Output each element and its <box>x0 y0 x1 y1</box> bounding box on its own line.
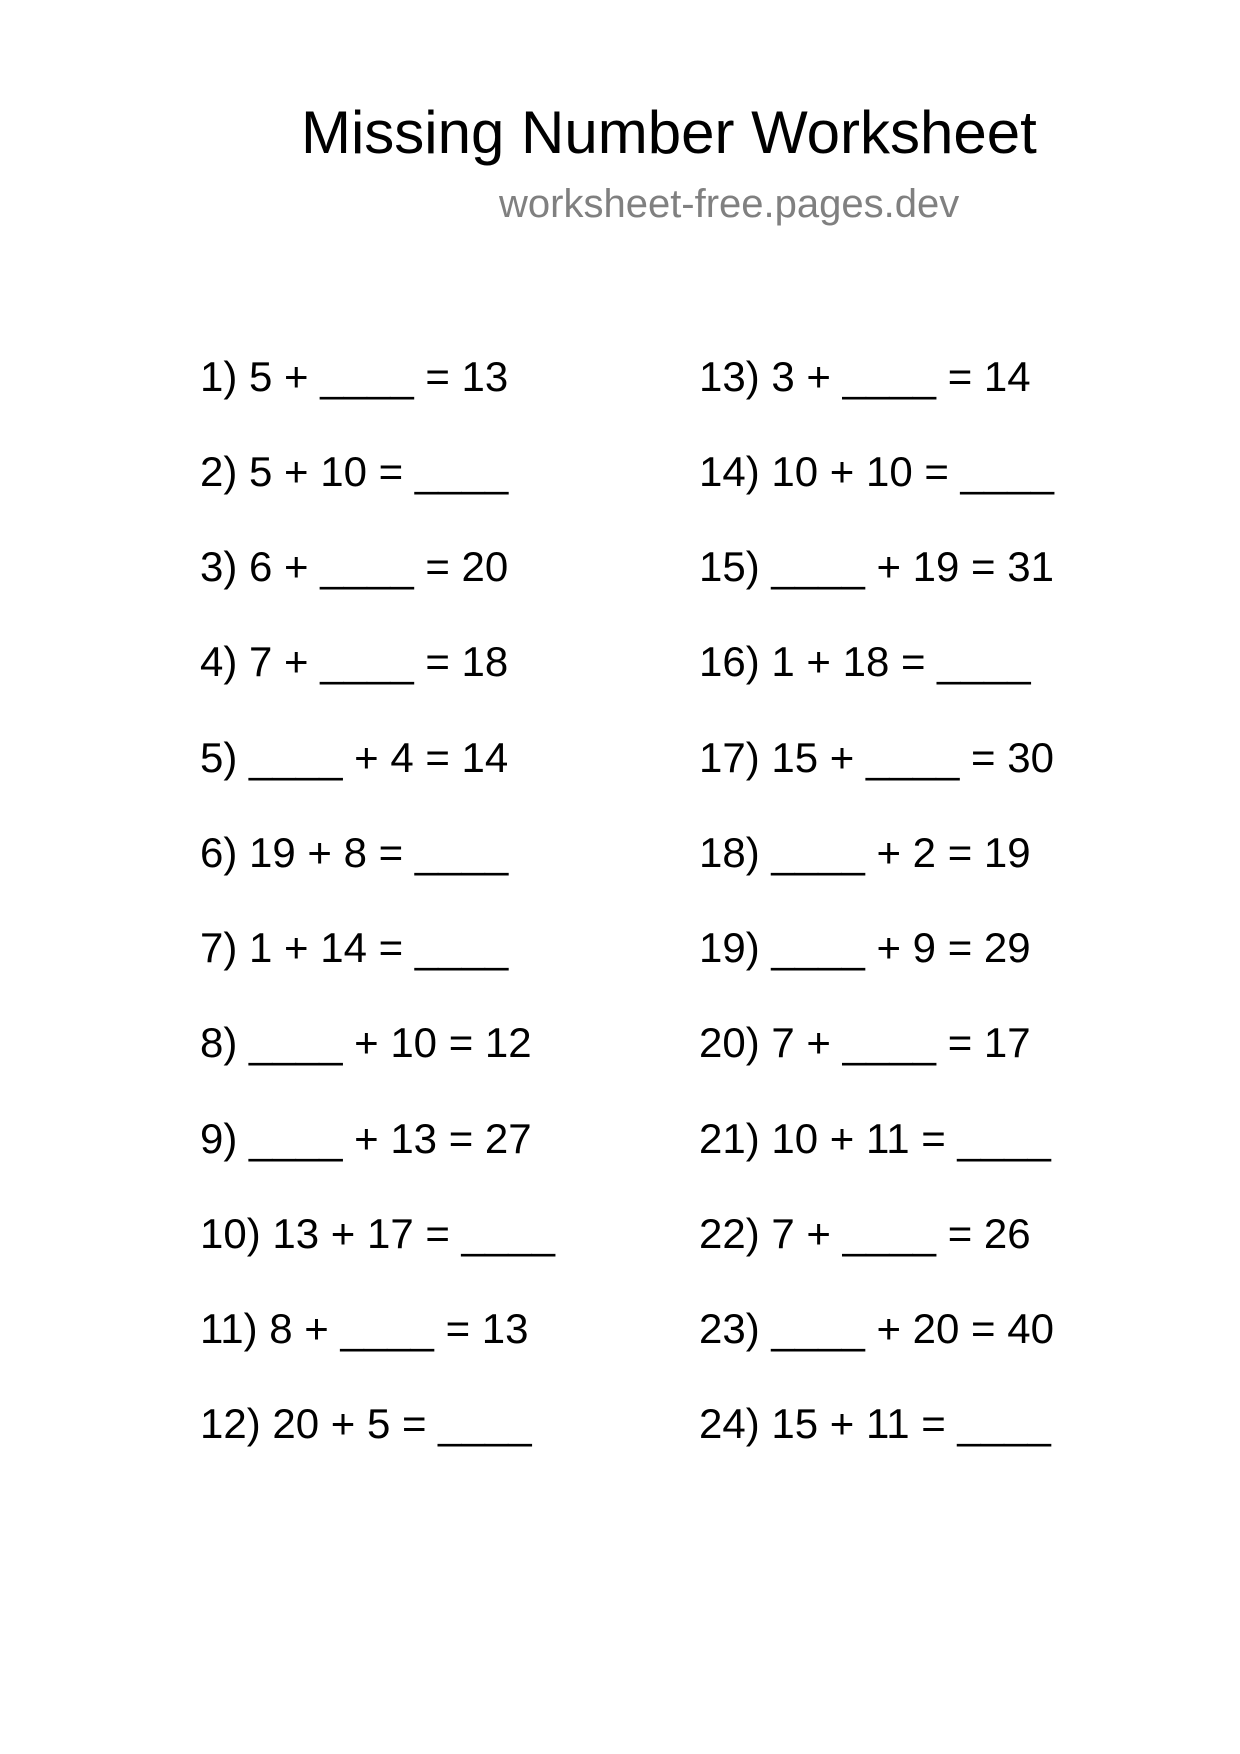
problem-item: 16) 1 + 18 = ____ <box>699 638 1031 685</box>
problem-item: 24) 15 + 11 = ____ <box>699 1400 1051 1447</box>
problem-item: 18) ____ + 2 = 19 <box>699 829 1031 876</box>
problem-item: 21) 10 + 11 = ____ <box>699 1115 1051 1162</box>
problem-item: 22) 7 + ____ = 26 <box>699 1210 1031 1257</box>
problem-item: 12) 20 + 5 = ____ <box>200 1400 532 1447</box>
problem-item: 4) 7 + ____ = 18 <box>200 638 509 685</box>
problem-item: 2) 5 + 10 = ____ <box>200 448 509 495</box>
problem-item: 5) ____ + 4 = 14 <box>200 734 509 781</box>
problem-item: 14) 10 + 10 = ____ <box>699 448 1054 495</box>
problem-item: 15) ____ + 19 = 31 <box>699 543 1054 590</box>
problem-item: 10) 13 + 17 = ____ <box>200 1210 555 1257</box>
problem-item: 1) 5 + ____ = 13 <box>200 353 509 400</box>
problem-item: 19) ____ + 9 = 29 <box>699 924 1031 971</box>
problem-item: 17) 15 + ____ = 30 <box>699 734 1054 781</box>
site-url: worksheet-free.pages.dev <box>499 182 960 226</box>
problem-item: 3) 6 + ____ = 20 <box>200 543 509 590</box>
problem-item: 8) ____ + 10 = 12 <box>200 1019 532 1066</box>
page-title: Missing Number Worksheet <box>301 99 1037 166</box>
problem-item: 6) 19 + 8 = ____ <box>200 829 509 876</box>
problem-item: 11) 8 + ____ = 13 <box>200 1305 529 1352</box>
problem-item: 9) ____ + 13 = 27 <box>200 1115 532 1162</box>
problem-item: 20) 7 + ____ = 17 <box>699 1019 1031 1066</box>
problem-item: 23) ____ + 20 = 40 <box>699 1305 1054 1352</box>
problem-item: 7) 1 + 14 = ____ <box>200 924 509 971</box>
problem-item: 13) 3 + ____ = 14 <box>699 353 1031 400</box>
